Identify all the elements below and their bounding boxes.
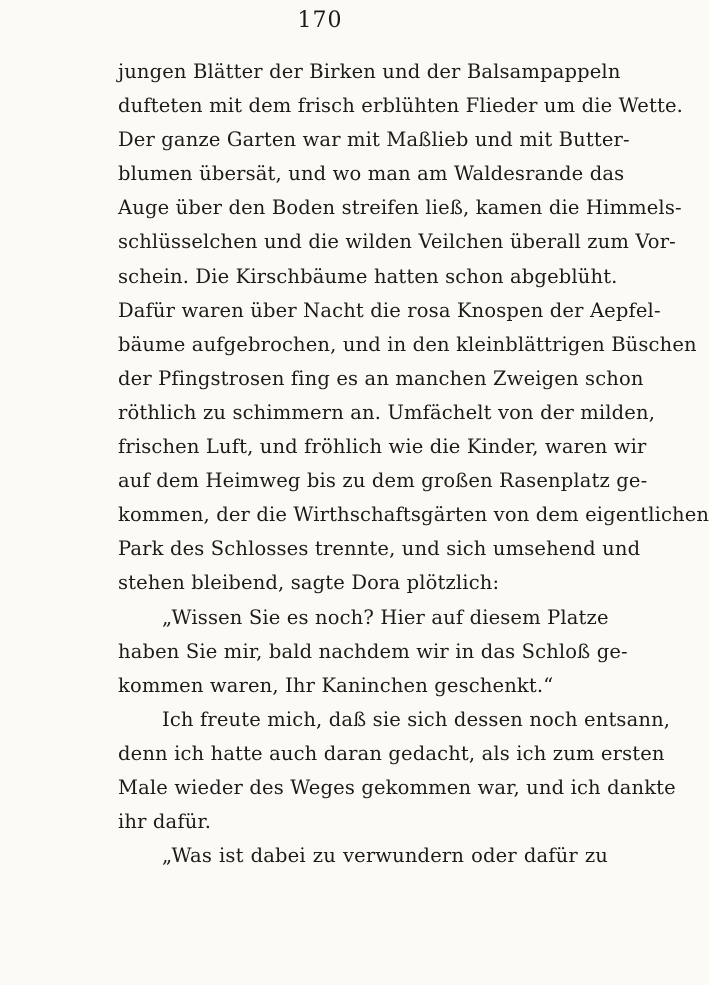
text-line: schlüsselchen und die wilden Veilchen überall zum Vor- [118, 230, 676, 254]
text-line: ihr dafür. [118, 810, 212, 834]
text-line: der Pfingstrosen fing es an manchen Zweigen schon [118, 366, 644, 390]
text-line: kommen, der die Wirthschaftsgärten von dem eigentlichen [118, 503, 709, 527]
text-line: stehen bleibend, sagte Dora plötzlich: [118, 571, 500, 595]
text-line: Park des Schlosses trennte, und sich umsehend und [118, 537, 641, 561]
text-line: dufteten mit dem frisch erblühten Flieder um die Wette. [118, 94, 683, 118]
text-line: Ich freute mich, daß sie sich dessen noch entsann, [162, 707, 671, 731]
text-line: Auge über den Boden streifen ließ, kamen die Himmels- [118, 196, 682, 220]
text-line: blumen übersät, und wo man am Waldesrande das [118, 162, 625, 186]
text-line: Der ganze Garten war mit Maßlieb und mit Butter- [118, 128, 630, 152]
text-line: „Was ist dabei zu verwundern oder dafür zu [162, 844, 608, 868]
text-line: bäume aufgebrochen, und in den kleinblättrigen Büschen [118, 332, 697, 356]
text-line: schein. Die Kirschbäume hatten schon abgeblüht. [118, 264, 618, 288]
text-line: frischen Luft, und fröhlich wie die Kinder, waren wir [118, 435, 647, 459]
text-line: „Wissen Sie es noch? Hier auf diesem Platze [162, 605, 609, 629]
text-line: jungen Blätter der Birken und der Balsampappeln [118, 60, 621, 83]
text-line: haben Sie mir, bald nachdem wir in das Schloß ge- [118, 639, 628, 663]
text-line: Male wieder des Weges gekommen war, und ich dankte [118, 775, 676, 799]
body-text [118, 55, 709, 873]
text-line: auf dem Heimweg bis zu dem großen Rasenplatz ge- [118, 469, 648, 493]
text-line: röthlich zu schimmern an. Umfächelt von der milden, [118, 400, 656, 424]
text-line: Dafür waren über Nacht die rosa Knospen der Aepfel- [118, 298, 661, 322]
page-number: 170 [297, 8, 343, 33]
text-line: kommen waren, Ihr Kaninchen geschenkt.“ [118, 673, 554, 697]
text-line: denn ich hatte auch daran gedacht, als ich zum ersten [118, 741, 665, 765]
